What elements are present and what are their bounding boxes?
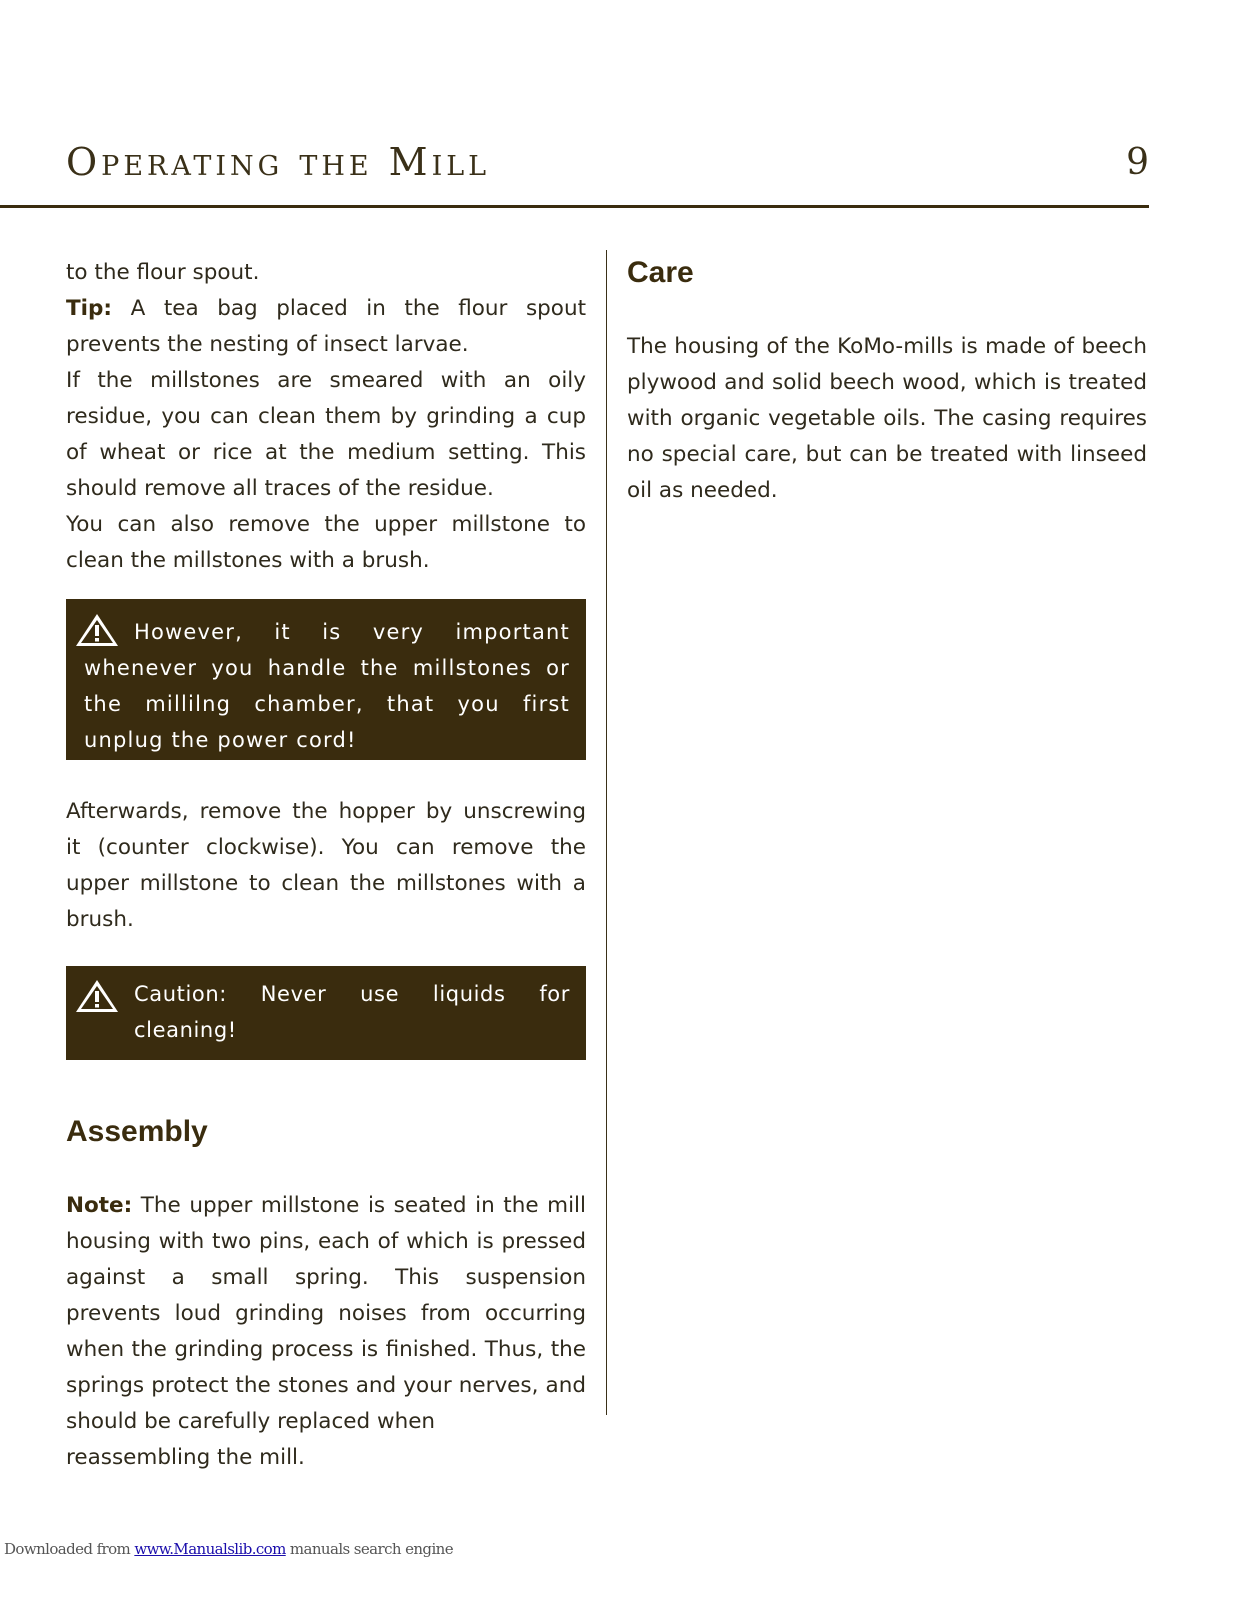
column-divider	[606, 250, 607, 1415]
care-paragraph: The housing of the KoMo-mills is made of beech plywood and solid beech wood, which is treated with organic vegetable oils. The casing requires no special care, but can be treated with linseed oil as needed.	[627, 334, 1147, 503]
footer-suffix: manuals search engine	[285, 1540, 453, 1558]
warning-triangle-icon	[74, 978, 120, 1014]
note-paragraph	[66, 1188, 586, 1440]
left-column	[66, 255, 586, 1476]
page-number: 9	[1126, 142, 1149, 183]
paragraph: to the flour spout.	[66, 260, 260, 285]
caution-text: Caution: Never use liquids for cleaning!	[134, 982, 570, 1042]
warning-triangle-icon	[74, 612, 120, 648]
footer-prefix: Downloaded from	[4, 1540, 135, 1558]
footer	[4, 1540, 453, 1558]
note-text: The upper millstone is seated in the mill housing with two pins, each of which is pressed against a small spring. This suspension prevents loud grinding noises from occurring when the grinding process is finished. Thus, the springs protect the stones and your nerves, and should be carefully replaced when	[66, 1193, 586, 1434]
note-label: Note:	[66, 1193, 133, 1218]
assembly-heading: Assembly	[66, 1115, 208, 1148]
tip-label: Tip:	[66, 296, 113, 321]
warning-box	[66, 599, 586, 760]
tip-text: A tea bag placed in the flour spout prevents the nesting of insect larvae.	[66, 296, 586, 357]
care-heading: Care	[627, 256, 694, 289]
caution-box	[66, 966, 586, 1060]
right-column	[627, 255, 1147, 509]
tip-paragraph	[66, 291, 586, 363]
paragraph: Afterwards, remove the hopper by unscrewing it (counter clockwise). You can remove the upper millstone to clean the millstones with a brush.	[66, 799, 586, 932]
page-title: Operating the Mill	[66, 140, 491, 184]
paragraph: You can also remove the upper millstone to clean the millstones with a brush.	[66, 512, 586, 573]
paragraph: If the millstones are smeared with an oily residue, you can clean them by grinding a cup of wheat or rice at the medium setting. This should remove all traces of the residue.	[66, 368, 586, 501]
paragraph: reassembling the mill.	[66, 1445, 305, 1470]
warning-text: However, it is very important whenever you handle the millstones or the millilng chamber, that you first unplug the power cord!	[84, 620, 570, 752]
header-divider	[0, 205, 1149, 208]
manualslib-link[interactable]: www.Manualslib.com	[134, 1540, 286, 1558]
